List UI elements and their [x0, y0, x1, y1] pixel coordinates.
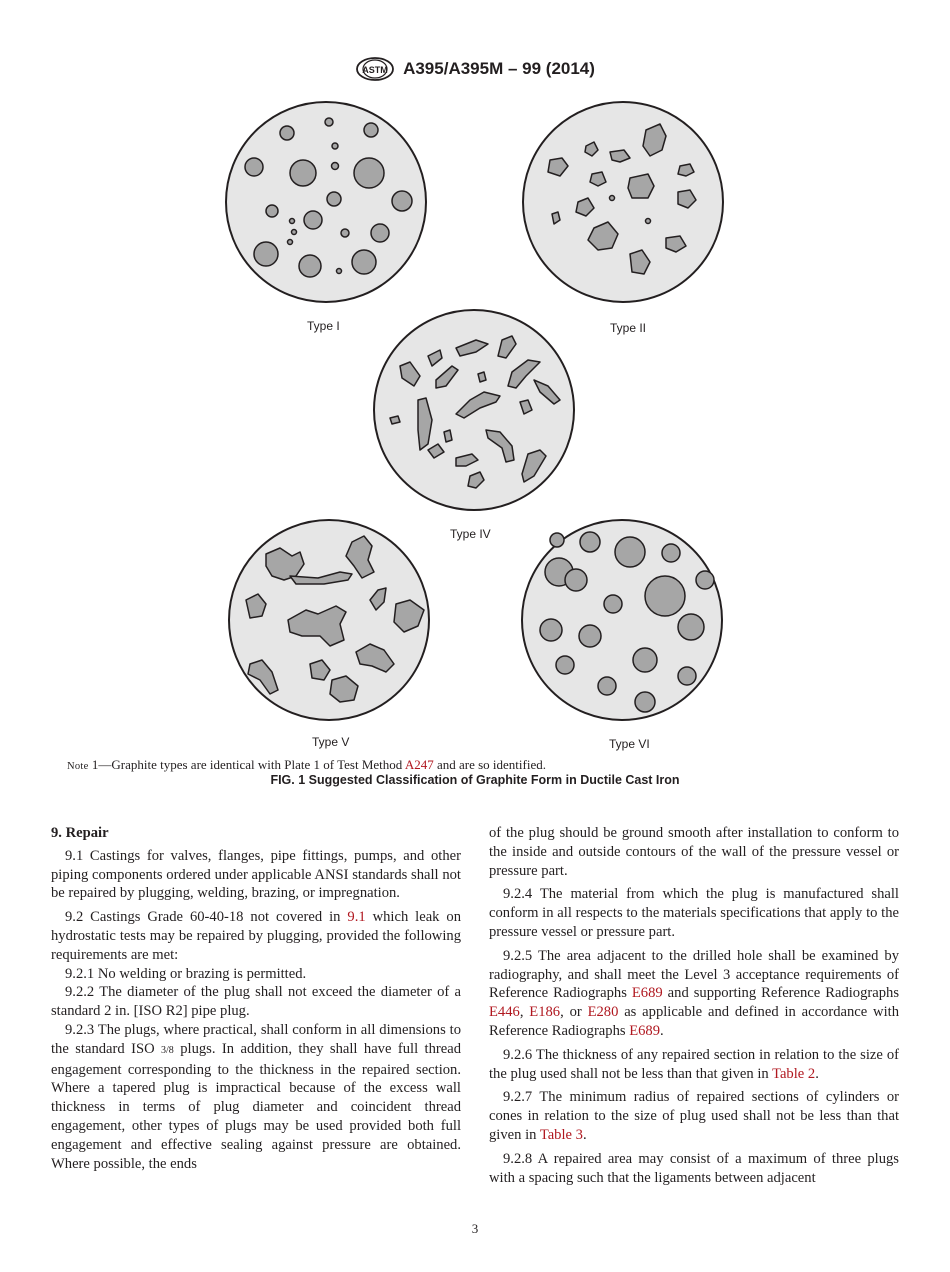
para-9-2-5: 9.2.5 The area adjacent to the drilled hole shall be examined by radiography, and shall meet the Level 3 acceptance requirements of Reference Radiographs E689 and supporting Reference Radiographs E446, E186, or E280 as applicable and defined in accordance with Reference Radiographs E689.	[489, 947, 900, 1039]
text-column-left	[51, 824, 461, 1173]
para-9-2-6: 9.2.6 The thickness of any repaired section in relation to the size of the plug used shall not be less than that given in Table 2.	[489, 1046, 899, 1082]
para-9-2-1: 9.2.1 No welding or brazing is permitted.	[65, 965, 307, 982]
link-e689-2[interactable]: E689	[629, 1022, 661, 1039]
para-9-1: 9.1 Castings for valves, flanges, pipe fittings, pumps, and other piping components ordered under applicable ANSI standards shall not be repaired by plugging, welding, brazing, or impregnation.	[51, 847, 461, 902]
para-9-2-2: 9.2.2 The diameter of the plug shall not exceed the diameter of a standard 2 in. [ISO R2] pipe plug.	[51, 984, 461, 1020]
caption-type-6: Type VI	[609, 737, 650, 751]
astm-logo-text: ASTM	[362, 65, 388, 75]
figure-note: Note 1—Graphite types are identical with Plate 1 of Test Method A247 and are so identified.	[67, 757, 546, 772]
para-9-2-3-cont: of the plug should be ground smooth after installation to conform to the inside and outside contours of the wall of the pressure vessel or pressure part.	[489, 825, 899, 879]
para-9-2: 9.2 Castings Grade 60-40-18 not covered in 9.1 which leak on hydrostatic tests may be repaired by plugging, provided the following requirements are met:	[51, 909, 462, 963]
link-e689[interactable]: E689	[631, 985, 663, 1002]
caption-type-2: Type II	[610, 321, 647, 335]
note-number: 1	[88, 757, 99, 772]
page-number: 3	[471, 1221, 479, 1236]
note-label: Note	[67, 761, 89, 772]
para-9-2-4: 9.2.4 The material from which the plug is manufactured shall conform in all respects to the materials specifications that apply to the pressure vessel or pressure part.	[489, 886, 899, 940]
link-a247[interactable]: A247	[404, 757, 434, 772]
section-heading: 9. Repair	[51, 825, 109, 841]
link-e186[interactable]: E186	[529, 1004, 561, 1021]
link-e280[interactable]: E280	[587, 1004, 619, 1021]
para-9-2-7: 9.2.7 The minimum radius of repaired sections of cylinders or cones in relation to the size of plug used shall not be less than that given in Table 3.	[489, 1089, 899, 1143]
link-9-1[interactable]: 9.1	[347, 909, 366, 926]
figure-title: FIG. 1 Suggested Classification of Graphite Form in Ductile Cast Iron	[270, 773, 680, 787]
para-9-2-8: 9.2.8 A repaired area may consist of a maximum of three plugs with a spacing such that the ligaments between adjacent	[489, 1150, 899, 1186]
link-e446[interactable]: E446	[489, 1004, 520, 1021]
caption-type-4: Type IV	[450, 527, 491, 541]
standard-designation: A395/A395M – 99 (2014)	[403, 59, 595, 78]
text-column-right	[489, 824, 899, 1187]
caption-type-5: Type V	[312, 735, 350, 749]
para-9-2-3: 9.2.3 The plugs, where practical, shall conform in all dimensions to the standard ISO 3/8 plugs. In addition, they shall have full thread engagement corresponding to the thickness in the repaired section. Where a tapered plug is impractical because of the excess wall thickness in terms of plug diameter and coincident thread engagement, other types of plugs may be used provided both full engagement and effective sealing against pressure are obtained. Where possible, the ends	[51, 1021, 461, 1172]
caption-type-1: Type I	[307, 319, 340, 333]
link-table-3[interactable]: Table 3	[539, 1126, 583, 1143]
link-table-2[interactable]: Table 2	[772, 1065, 816, 1082]
fraction-3-8: 3/8	[161, 1044, 174, 1056]
